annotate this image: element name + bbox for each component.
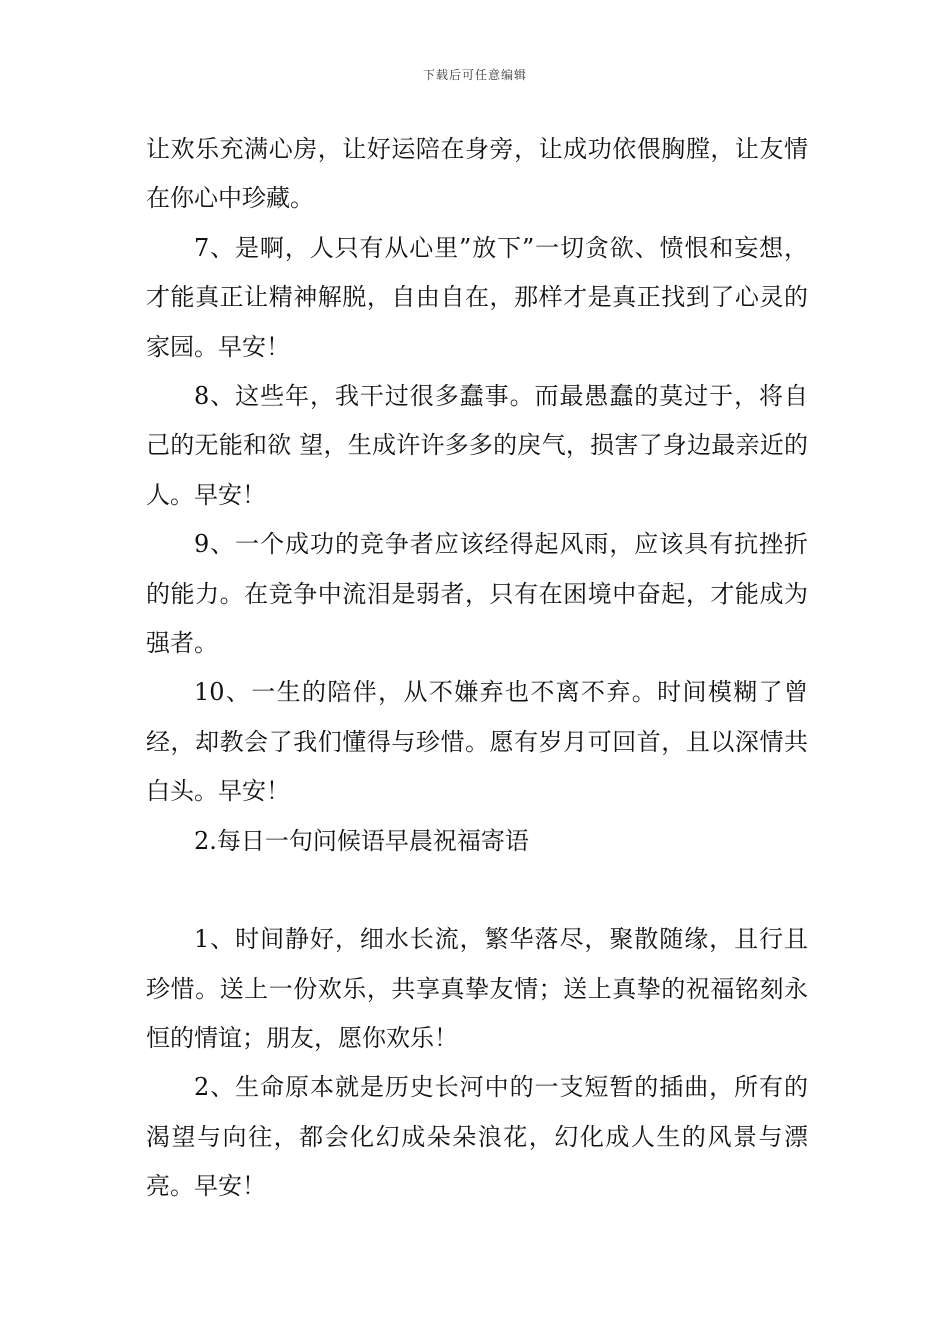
paragraph-item-8: 8、这些年，我干过很多蠢事。而最愚蠢的莫过于，将自己的无能和欲 望，生成许许多多的戾气，损害了身边最亲近的人。早安！ [146, 382, 808, 509]
paragraph-continuation: 让欢乐充满心房，让好运陪在身旁，让成功依偎胸膛，让友情在你心中珍藏。 [146, 135, 808, 213]
paragraph-item-7: 7、是啊，人只有从心里”放下”一切贪欲、愤恨和妄想，才能真正让精神解脱，自由自在，那样才是真正找到了心灵的家园。早安！ [146, 233, 808, 361]
paragraph-item-2: 2、生命原本就是历史长河中的一支短暂的插曲，所有的渴望与向往，都会化幻成朵朵浪花，幻化成人生的风景与漂亮。早安！ [146, 1073, 808, 1201]
paragraph-item-10: 10、一生的陪伴，从不嫌弃也不离不弃。时间模糊了曾经，却教会了我们懂得与珍惜。愿有岁月可回首，且以深情共白头。早安！ [146, 678, 808, 806]
document-body [146, 125, 808, 1212]
section-heading: 2.每日一句问候语早晨祝福寄语 [194, 826, 529, 855]
section-gap [146, 866, 808, 915]
paragraph-item-1: 1、时间静好，细水长流，繁华落尽，聚散随缘，且行且珍惜。送上一份欢乐，共享真挚友情；送上真挚的祝福铭刻永恒的情谊；朋友，愿你欢乐！ [146, 925, 808, 1052]
page-header: 下载后可任意编辑 [422, 68, 527, 82]
paragraph-item-9: 9、一个成功的竞争者应该经得起风雨，应该具有抗挫折的能力。在竞争中流泪是弱者，只有在困境中奋起，才能成为强者。 [146, 530, 808, 658]
